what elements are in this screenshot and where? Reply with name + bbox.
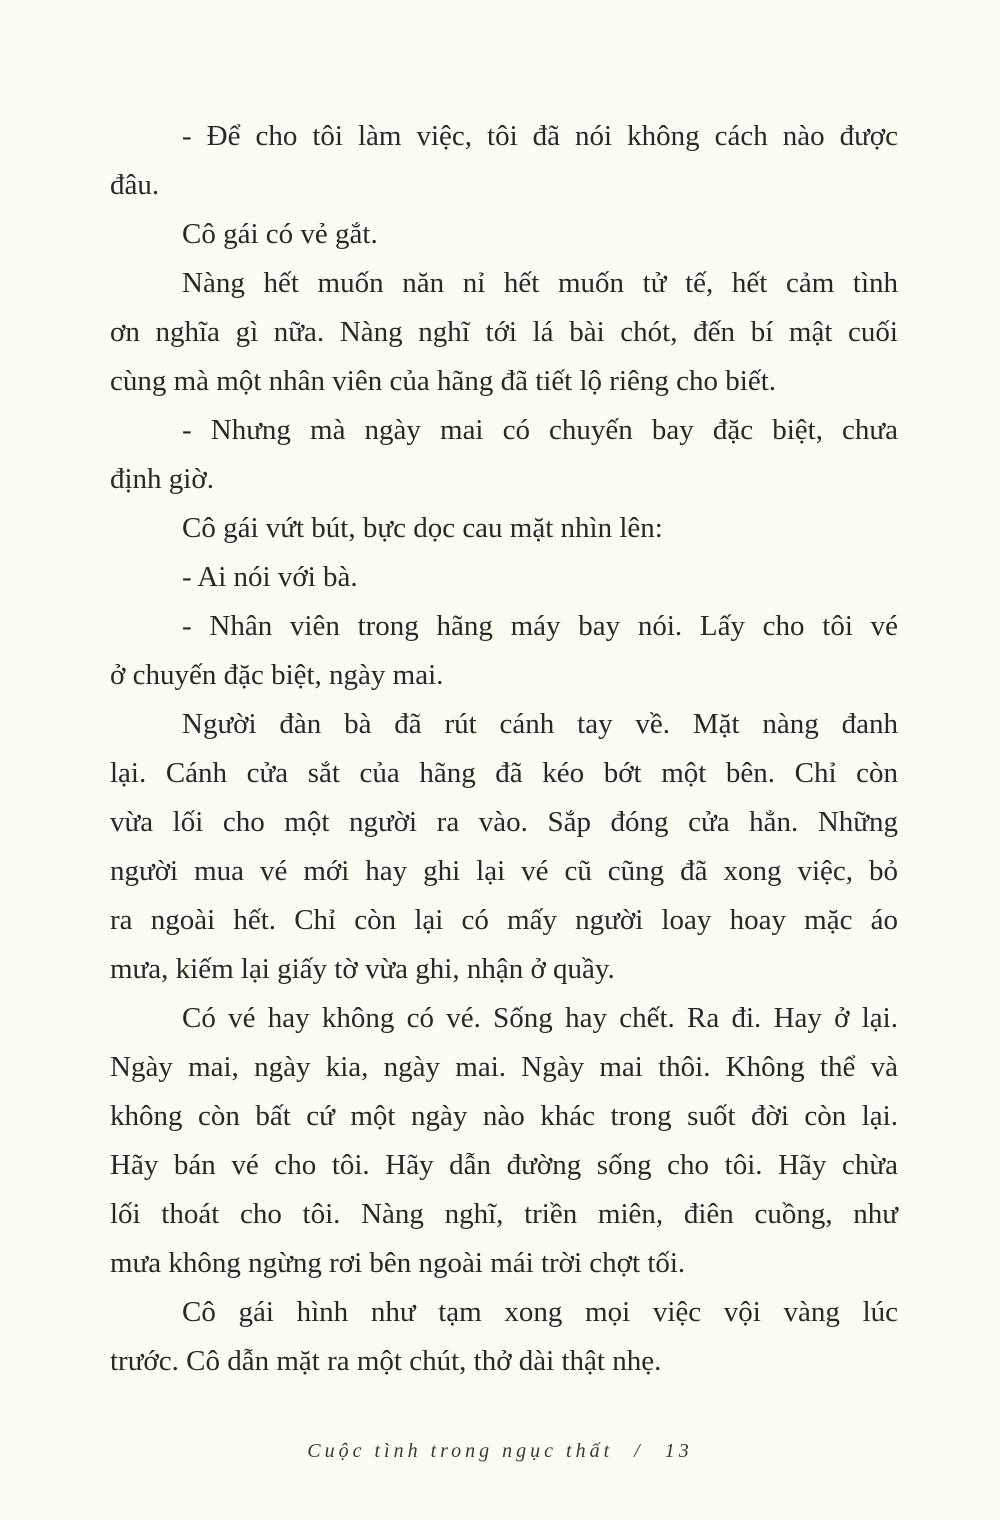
text-line: người mua vé mới hay ghi lại vé cũ cũng đã xong việc, bỏ: [110, 855, 898, 887]
text-line: không còn bất cứ một ngày nào khác trong suốt đời còn lại.: [110, 1100, 898, 1132]
paragraph: [110, 994, 898, 1288]
paragraph: [110, 504, 898, 553]
text-line: Ngày mai, ngày kia, ngày mai. Ngày mai thôi. Không thể và: [110, 1051, 898, 1083]
text-line: trước. Cô dẫn mặt ra một chút, thở dài thật nhẹ.: [110, 1345, 662, 1377]
text-line: ở chuyến đặc biệt, ngày mai.: [110, 659, 444, 691]
paragraph: [110, 1288, 898, 1386]
text-line: đâu.: [110, 169, 160, 201]
footer-separator: /: [634, 1440, 644, 1462]
paragraph: [110, 406, 898, 504]
text-line: định giờ.: [110, 463, 214, 495]
text-line: mưa không ngừng rơi bên ngoài mái trời chợt tối.: [110, 1247, 686, 1279]
text-line: cùng mà một nhân viên của hãng đã tiết lộ riêng cho biết.: [110, 365, 776, 397]
running-footer: [0, 1440, 1000, 1463]
paragraph: [110, 553, 898, 602]
page-body: [110, 112, 898, 1386]
paragraph: [110, 259, 898, 406]
text-line: Hãy bán vé cho tôi. Hãy dẫn đường sống cho tôi. Hãy chừa: [110, 1149, 898, 1181]
paragraph: [110, 112, 898, 210]
text-line: lối thoát cho tôi. Nàng nghĩ, triền miên, điên cuồng, như: [110, 1198, 898, 1230]
text-line: - Để cho tôi làm việc, tôi đã nói không cách nào được: [182, 120, 898, 152]
page-number: 13: [664, 1440, 693, 1462]
text-line: - Nhưng mà ngày mai có chuyến bay đặc biệt, chưa: [182, 414, 898, 446]
text-line: Cô gái có vẻ gắt.: [182, 218, 378, 250]
paragraph: [110, 700, 898, 994]
text-line: vừa lối cho một người ra vào. Sắp đóng cửa hẳn. Những: [110, 806, 898, 838]
text-line: Có vé hay không có vé. Sống hay chết. Ra đi. Hay ở lại.: [182, 1002, 898, 1034]
text-line: Nàng hết muốn năn nỉ hết muốn tử tế, hết cảm tình: [182, 267, 898, 299]
text-line: Người đàn bà đã rút cánh tay về. Mặt nàng đanh: [182, 708, 898, 740]
text-line: - Ai nói với bà.: [182, 561, 358, 593]
text-line: lại. Cánh cửa sắt của hãng đã kéo bớt một bên. Chỉ còn: [110, 757, 898, 789]
book-title: Cuộc tình trong ngục thất: [307, 1440, 614, 1462]
text-line: Cô gái hình như tạm xong mọi việc vội vàng lúc: [182, 1296, 898, 1328]
text-line: ơn nghĩa gì nữa. Nàng nghĩ tới lá bài chót, đến bí mật cuối: [110, 316, 898, 348]
text-line: mưa, kiếm lại giấy tờ vừa ghi, nhận ở quầy.: [110, 953, 615, 985]
text-line: - Nhân viên trong hãng máy bay nói. Lấy cho tôi vé: [182, 610, 898, 642]
paragraph: [110, 210, 898, 259]
text-line: Cô gái vứt bút, bực dọc cau mặt nhìn lên:: [182, 512, 663, 544]
paragraph: [110, 602, 898, 700]
text-line: ra ngoài hết. Chỉ còn lại có mấy người loay hoay mặc áo: [110, 904, 898, 936]
